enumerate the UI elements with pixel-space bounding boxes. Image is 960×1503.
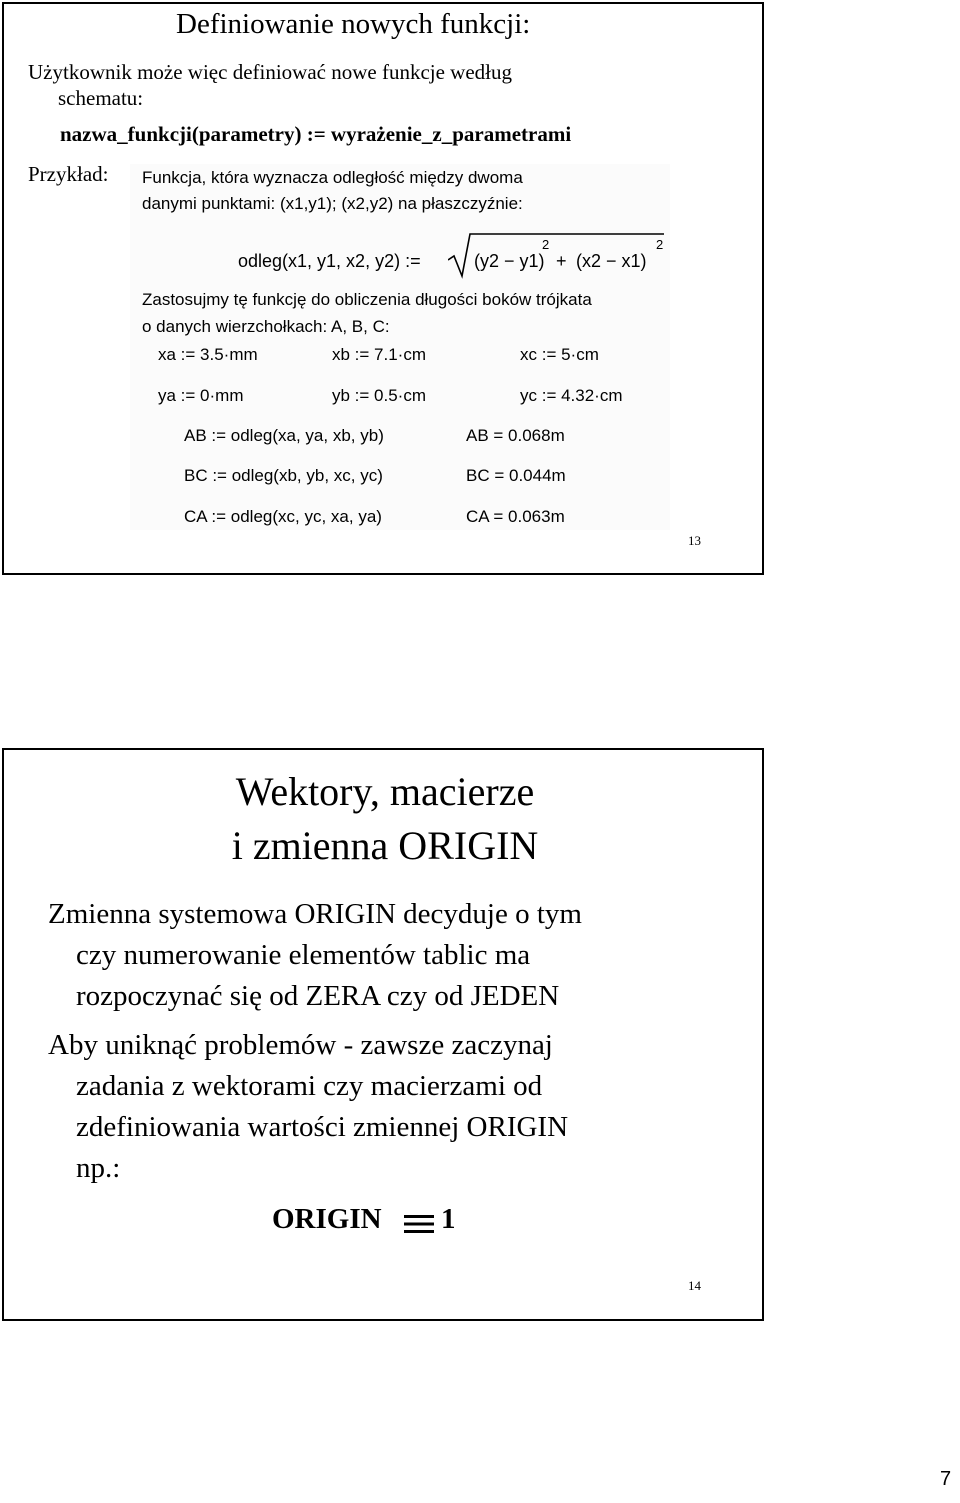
intro-line-2: schematu:: [58, 86, 144, 110]
function-schema: nazwa_funkcji(parametry) := wyrażenie_z_parametrami: [60, 122, 572, 146]
ab-definition: AB := odleg(xa, ya, xb, yb): [184, 426, 384, 445]
slide-title: Definiowanie nowych funkcji:: [176, 8, 531, 40]
identical-to-icon: [404, 1214, 434, 1234]
slide-title-line-2: i zmienna ORIGIN: [231, 823, 539, 868]
yb-definition: yb := 0.5·cm: [332, 386, 427, 405]
bc-result: BC = 0.044m: [466, 466, 566, 485]
paragraph-2-line-4: np.:: [76, 1152, 121, 1184]
ca-definition: CA := odleg(xc, yc, xa, ya): [184, 507, 382, 526]
function-definition-lhs: odleg(x1, y1, x2, y2) :=: [238, 251, 421, 271]
ca-result: CA = 0.063m: [466, 507, 565, 526]
bc-definition: BC := odleg(xb, yb, xc, yc): [184, 466, 383, 485]
slide-14: [2, 748, 764, 1321]
origin-name: ORIGIN: [272, 1203, 382, 1235]
xc-definition: xc := 5·cm: [520, 345, 599, 364]
ab-result: AB = 0.068m: [466, 426, 565, 445]
paragraph-1-line-2: czy numerowanie elementów tablic ma: [76, 939, 531, 971]
exponent-2: 2: [656, 237, 664, 252]
apply-line-2: o danych wierzchołkach: A, B, C:: [142, 317, 390, 336]
mathcad-desc-line-1: Funkcja, która wyznacza odległość między dwoma: [142, 168, 523, 187]
mathcad-example: [130, 164, 670, 530]
xb-definition: xb := 7.1·cm: [332, 345, 427, 364]
paragraph-2-line-3: zdefiniowania wartości zmiennej ORIGIN: [76, 1111, 569, 1143]
sqrt-term-2: (x2 − x1): [576, 251, 647, 271]
paragraph-2-line-1: Aby uniknąć problemów - zawsze zaczynaj: [48, 1029, 553, 1061]
ya-definition: ya := 0·mm: [158, 386, 244, 405]
sqrt-plus: +: [556, 251, 567, 271]
sqrt-term-1: (y2 − y1): [474, 251, 545, 271]
apply-line-1: Zastosujmy tę funkcję do obliczenia długości boków trójkata: [142, 290, 592, 309]
mathcad-desc-line-2: danymi punktami: (x1,y1); (x2,y2) na płaszczyźnie:: [142, 194, 523, 213]
slide-page-number: 14: [688, 1278, 701, 1293]
xa-definition: xa := 3.5·mm: [158, 345, 258, 364]
exponent-1: 2: [542, 237, 550, 252]
intro-line-1: Użytkownik może więc definiować nowe funkcje według: [28, 60, 513, 84]
document-page-number: 7: [940, 1468, 952, 1490]
example-label: Przykład:: [28, 162, 109, 186]
origin-value: 1: [441, 1203, 456, 1235]
paragraph-1-line-3: rozpoczynać się od ZERA czy od JEDEN: [76, 980, 560, 1012]
slide-title-line-1: Wektory, macierze: [235, 769, 535, 814]
paragraph-2-line-2: zadania z wektorami czy macierzami od: [76, 1070, 543, 1102]
slide-page-number: 13: [688, 533, 701, 548]
paragraph-1-line-1: Zmienna systemowa ORIGIN decyduje o tym: [48, 898, 582, 930]
slide-13: [2, 2, 764, 575]
yc-definition: yc := 4.32·cm: [520, 386, 623, 405]
